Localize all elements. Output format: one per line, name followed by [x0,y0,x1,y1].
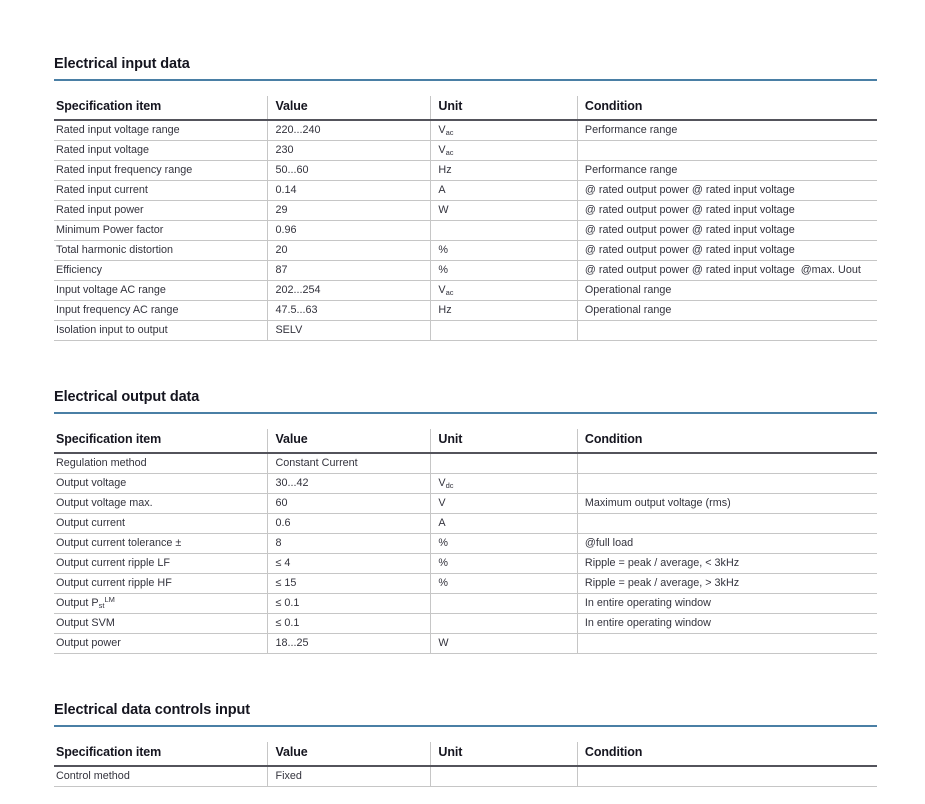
column-header-unit: Unit [431,742,577,766]
section-title: Electrical data controls input [54,702,251,718]
unit-cell [431,221,577,241]
condition-cell [577,634,877,654]
condition-cell: @ rated output power @ rated input voltage @max. Uout [577,261,877,281]
table-row [54,453,877,474]
table-row [54,181,877,201]
table-row [54,634,877,654]
value-cell: ≤ 15 [268,574,431,594]
table-row [54,494,877,514]
table-row [54,281,877,301]
table-row [54,301,877,321]
column-header-value: Value [268,96,431,120]
value-cell: 29 [268,201,431,221]
unit-cell: % [431,554,577,574]
condition-cell [577,514,877,534]
table-row [54,161,877,181]
table-row [54,554,877,574]
spec-table [54,96,877,341]
spec-table [54,742,877,787]
value-cell: 60 [268,494,431,514]
value-cell: 50...60 [268,161,431,181]
table-row [54,534,877,554]
column-header-specification-item: Specification item [54,742,268,766]
section-title: Electrical input data [54,56,190,72]
value-cell: Fixed [268,766,431,787]
table-row [54,221,877,241]
spec-table [54,429,877,654]
spec-item-cell: Minimum Power factor [54,221,268,241]
spec-item-cell: Rated input voltage range [54,120,268,141]
column-header-value: Value [268,429,431,453]
value-cell: SELV [268,321,431,341]
value-cell: 0.6 [268,514,431,534]
spec-item-cell: Output current ripple HF [54,574,268,594]
unit-cell [431,766,577,787]
value-cell: ≤ 0.1 [268,594,431,614]
column-header-condition: Condition [577,742,877,766]
table-row [54,241,877,261]
unit-cell: V [431,494,577,514]
condition-cell: Operational range [577,301,877,321]
unit-cell: Hz [431,301,577,321]
table-row [54,201,877,221]
unit-cell: A [431,181,577,201]
unit-cell: $V_{ac}$ [431,281,577,301]
value-cell: 20 [268,241,431,261]
unit-cell: % [431,534,577,554]
table-row [54,514,877,534]
spec-item-cell: Isolation input to output [54,321,268,341]
value-cell: 0.14 [268,181,431,201]
spec-item-cell: Output current [54,514,268,534]
value-cell: 30...42 [268,474,431,494]
section-electrical-data-controls-input [54,702,877,787]
unit-cell [431,594,577,614]
spec-item-cell: Output current ripple LF [54,554,268,574]
spec-item-cell: Total harmonic distortion [54,241,268,261]
table-header-row [54,96,877,120]
value-cell: ≤ 4 [268,554,431,574]
spec-item-cell: Output current tolerance ± [54,534,268,554]
unit-cell: $V_{ac}$ [431,120,577,141]
value-cell: ≤ 0.1 [268,614,431,634]
column-header-condition: Condition [577,429,877,453]
value-cell: Constant Current [268,453,431,474]
table-row [54,766,877,787]
spec-item-cell: Output $P_{st}^{LM}$ [54,594,268,614]
section-underline [54,725,877,727]
condition-cell [577,141,877,161]
table-row [54,261,877,281]
section-underline [54,79,877,81]
column-header-unit: Unit [431,429,577,453]
condition-cell: @ rated output power @ rated input voltage [577,201,877,221]
unit-cell: $V_{ac}$ [431,141,577,161]
table-row [54,120,877,141]
section-underline [54,412,877,414]
table-row [54,474,877,494]
spec-item-cell: Regulation method [54,453,268,474]
value-cell: 230 [268,141,431,161]
spec-item-cell: Input frequency AC range [54,301,268,321]
unit-cell [431,614,577,634]
unit-cell: A [431,514,577,534]
unit-cell [431,453,577,474]
section-electrical-input-data [54,56,877,341]
table-row [54,574,877,594]
unit-cell: Hz [431,161,577,181]
column-header-unit: Unit [431,96,577,120]
value-cell: 0.96 [268,221,431,241]
spec-item-cell: Output SVM [54,614,268,634]
section-electrical-output-data [54,389,877,654]
column-header-condition: Condition [577,96,877,120]
unit-cell: % [431,574,577,594]
condition-cell [577,321,877,341]
column-header-value: Value [268,742,431,766]
unit-cell: W [431,201,577,221]
spec-item-cell: Output power [54,634,268,654]
spec-item-cell: Rated input voltage [54,141,268,161]
condition-cell [577,453,877,474]
condition-cell: Ripple = peak / average, > 3kHz [577,574,877,594]
spec-item-cell: Output voltage [54,474,268,494]
condition-cell: Operational range [577,281,877,301]
spec-item-cell: Rated input frequency range [54,161,268,181]
value-cell: 8 [268,534,431,554]
condition-cell: Ripple = peak / average, < 3kHz [577,554,877,574]
unit-cell: $V_{dc}$ [431,474,577,494]
spec-item-cell: Output voltage max. [54,494,268,514]
table-row [54,614,877,634]
condition-cell: @ rated output power @ rated input voltage [577,241,877,261]
table-row [54,594,877,614]
spec-item-cell: Rated input power [54,201,268,221]
section-title: Electrical output data [54,389,200,405]
condition-cell: Maximum output voltage (rms) [577,494,877,514]
unit-cell [431,321,577,341]
column-header-specification-item: Specification item [54,96,268,120]
spec-item-cell: Control method [54,766,268,787]
condition-cell: @full load [577,534,877,554]
table-header-row [54,742,877,766]
spec-item-cell: Efficiency [54,261,268,281]
condition-cell: Performance range [577,161,877,181]
spec-item-cell: Rated input current [54,181,268,201]
column-header-specification-item: Specification item [54,429,268,453]
condition-cell: Performance range [577,120,877,141]
condition-cell [577,766,877,787]
condition-cell: @ rated output power @ rated input voltage [577,221,877,241]
spec-item-cell: Input voltage AC range [54,281,268,301]
condition-cell: In entire operating window [577,594,877,614]
table-header-row [54,429,877,453]
condition-cell: @ rated output power @ rated input voltage [577,181,877,201]
value-cell: 18...25 [268,634,431,654]
unit-cell: % [431,261,577,281]
condition-cell: In entire operating window [577,614,877,634]
condition-cell [577,474,877,494]
value-cell: 47.5...63 [268,301,431,321]
table-row [54,141,877,161]
value-cell: 87 [268,261,431,281]
value-cell: 220...240 [268,120,431,141]
unit-cell: % [431,241,577,261]
table-row [54,321,877,341]
value-cell: 202...254 [268,281,431,301]
unit-cell: W [431,634,577,654]
